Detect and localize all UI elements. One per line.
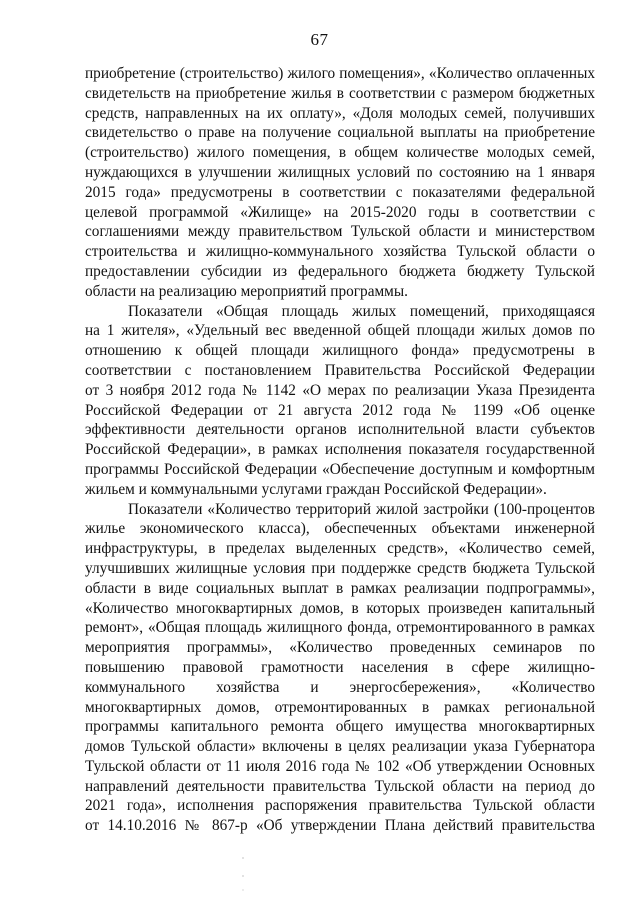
text-line: предоставлении субсидии из федерального бюджета бюджету Тульской xyxy=(85,262,595,280)
text-line: коммунального хозяйства и энергосбережения», «Количество xyxy=(85,678,595,696)
text-line: Российской Федерации от 21 августа 2012 года № 1199 «Об оценке xyxy=(85,401,595,419)
paragraph xyxy=(85,64,595,302)
document-body xyxy=(85,64,595,836)
text-line: эффективности деятельности органов исполнительной власти субъектов xyxy=(85,421,595,439)
text-line: домов Тульской области» включены в целях реализации указа Губернатора xyxy=(85,738,595,756)
text-line: соответствии с постановлением Правительства Российской Федерации xyxy=(85,361,595,379)
text-line: приобретение (строительство) жилого помещения», «Количество оплаченных xyxy=(85,65,595,82)
page-number: 67 xyxy=(310,30,329,49)
text-line: Показатели «Количество территорий жилой застройки (100-процентов xyxy=(128,500,595,518)
text-line: целевой программой «Жилище» на 2015-2020 годы в соответствии с xyxy=(85,203,595,221)
paragraph xyxy=(85,500,595,837)
text-line: от 14.10.2016 № 867-р «Об утверждении Плана действий правительства xyxy=(85,817,595,835)
text-line: программы капитального ремонта общего имущества многоквартирных xyxy=(85,718,595,736)
text-line: многоквартирных домов, отремонтированных в рамках региональной xyxy=(85,698,595,716)
text-line: отношению к общей площади жилищного фонда» предусмотрены в xyxy=(85,342,595,360)
text-line: области на реализацию мероприятий программы. xyxy=(85,282,408,300)
text-line: инфраструктуры, в пределах выделенных средств», «Количество семей, xyxy=(85,540,595,558)
text-line: «Количество многоквартирных домов, в которых произведен капитальный xyxy=(85,599,595,617)
text-line: улучшивших жилищные условия при поддержке средств бюджета Тульской xyxy=(85,559,595,577)
text-line: жильем и коммунальными услугами граждан Российской Федерации». xyxy=(85,480,547,498)
text-line: на 1 жителя», «Удельный вес введенной общей площади жилых домов по xyxy=(85,322,595,340)
text-line: Тульской области от 11 июля 2016 года № 102 «Об утверждении Основных xyxy=(85,757,595,775)
text-line: программы Российской Федерации «Обеспечение доступным и комфортным xyxy=(85,460,595,478)
text-line: жилье экономического класса), обеспеченных объектами инженерной xyxy=(85,520,595,538)
text-line: свидетельство о праве на получение социальной выплаты на приобретение xyxy=(85,124,595,142)
text-line: повышению правовой грамотности населения в сфере жилищно- xyxy=(85,658,595,676)
text-line: соглашениями между правительством Тульской области и министерством xyxy=(85,223,595,241)
scan-speck xyxy=(242,875,243,876)
scan-speck xyxy=(242,857,243,858)
text-line: строительства и жилищно-коммунального хозяйства Тульской области о xyxy=(85,243,595,261)
text-line: средств, направленных на их оплату», «Доля молодых семей, получивших xyxy=(85,104,595,122)
text-line: (строительство) жилого помещения, в общем количестве молодых семей, xyxy=(85,144,595,162)
text-line: 2021 года», исполнения распоряжения правительства Тульской области xyxy=(85,797,595,815)
text-line: направлений деятельности правительства Тульской области на период до xyxy=(85,777,595,795)
text-line: мероприятия программы», «Количество проведенных семинаров по xyxy=(85,639,595,657)
text-line: ремонт», «Общая площадь жилищного фонда, отремонтированного в рамках xyxy=(85,619,595,637)
text-line: 2015 года» предусмотрены в соответствии с показателями федеральной xyxy=(85,183,595,201)
text-line: Показатели «Общая площадь жилых помещений, приходящаяся xyxy=(128,302,595,320)
paragraph xyxy=(85,302,595,500)
text-line: нуждающихся в улучшении жилищных условий по состоянию на 1 января xyxy=(85,163,595,181)
text-line: свидетельств на приобретение жилья в соответствии с размером бюджетных xyxy=(85,84,595,102)
scan-speck xyxy=(243,890,244,891)
text-line: Российской Федерации», в рамках исполнения показателя государственной xyxy=(85,441,595,459)
text-line: области в виде социальных выплат в рамках реализации подпрограммы», xyxy=(85,579,595,597)
text-line: от 3 ноября 2012 года № 1142 «О мерах по реализации Указа Президента xyxy=(85,381,595,399)
